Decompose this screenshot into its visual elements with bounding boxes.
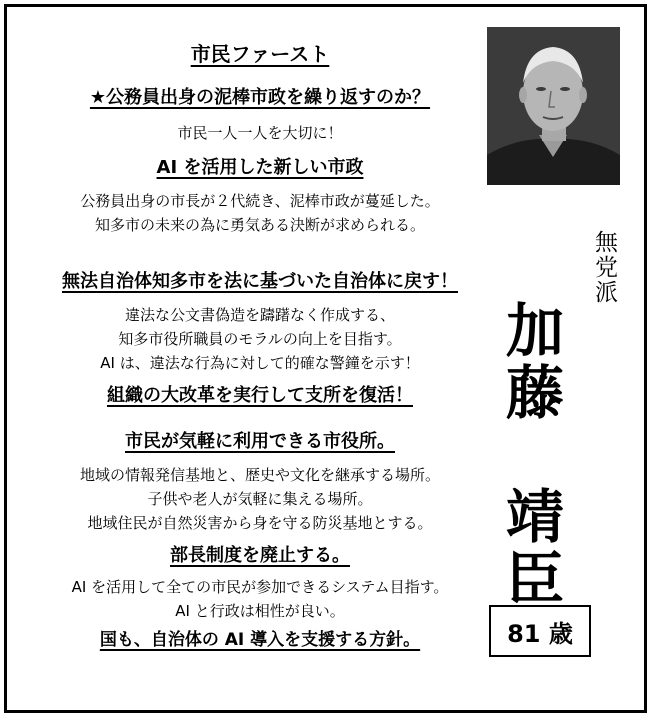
policy-column: [10, 26, 510, 650]
paragraph-3-line-2: 知多市役所職員のモラルの向上を目指す。: [118, 330, 402, 348]
candidate-age: 81 歳: [489, 605, 591, 657]
headline-1: ★公務員出身の泥棒市政を繰り返すのか？: [89, 87, 431, 108]
paragraph-6-line-1: AI を活用して全ての市民が参加できるシステム目指す。: [71, 578, 449, 596]
headline-3: 無法自治体知多市を法に基づいた自治体に戻す！: [62, 271, 458, 292]
candidate-photo: [487, 27, 620, 185]
headline-5: 市民が気軽に利用できる市役所。: [125, 431, 395, 452]
portrait-image: [487, 27, 620, 185]
candidate-name: 加藤 靖臣: [496, 300, 564, 610]
paragraph-5-line-2: 子供や老人が気軽に集える場所。: [147, 490, 373, 508]
flyer-title: 市民ファースト: [190, 42, 330, 66]
line-1: 市民一人一人を大切に！: [177, 124, 343, 142]
paragraph-6-line-2: AI と行政は相性が良い。: [175, 602, 345, 620]
paragraph-2-line-2: 知多市の未来の為に勇気ある決断が求められる。: [94, 216, 425, 234]
headline-2: AI を活用した新しい市政: [156, 157, 364, 178]
paragraph-3-line-3: AI は、違法な行為に対して的確な警鐘を示す！: [100, 354, 420, 372]
paragraph-2-line-1: 公務員出身の市長が２代続き、泥棒市政が蔓延した。: [80, 192, 440, 210]
headline-4: 組織の大改革を実行して支所を復活！: [107, 385, 413, 406]
paragraph-3-line-1: 違法な公文書偽造を躊躇なく作成する、: [124, 306, 395, 324]
paragraph-5-line-1: 地域の情報発信基地と、歴史や文化を継承する場所。: [79, 466, 440, 484]
paragraph-5-line-3: 地域住民が自然災害から身を守る防災基地とする。: [87, 514, 433, 532]
headline-7: 国も、自治体の AI 導入を支援する方針。: [99, 630, 421, 650]
party-affiliation: 無党派: [591, 230, 617, 305]
headline-6: 部長制度を廃止する。: [170, 545, 350, 566]
